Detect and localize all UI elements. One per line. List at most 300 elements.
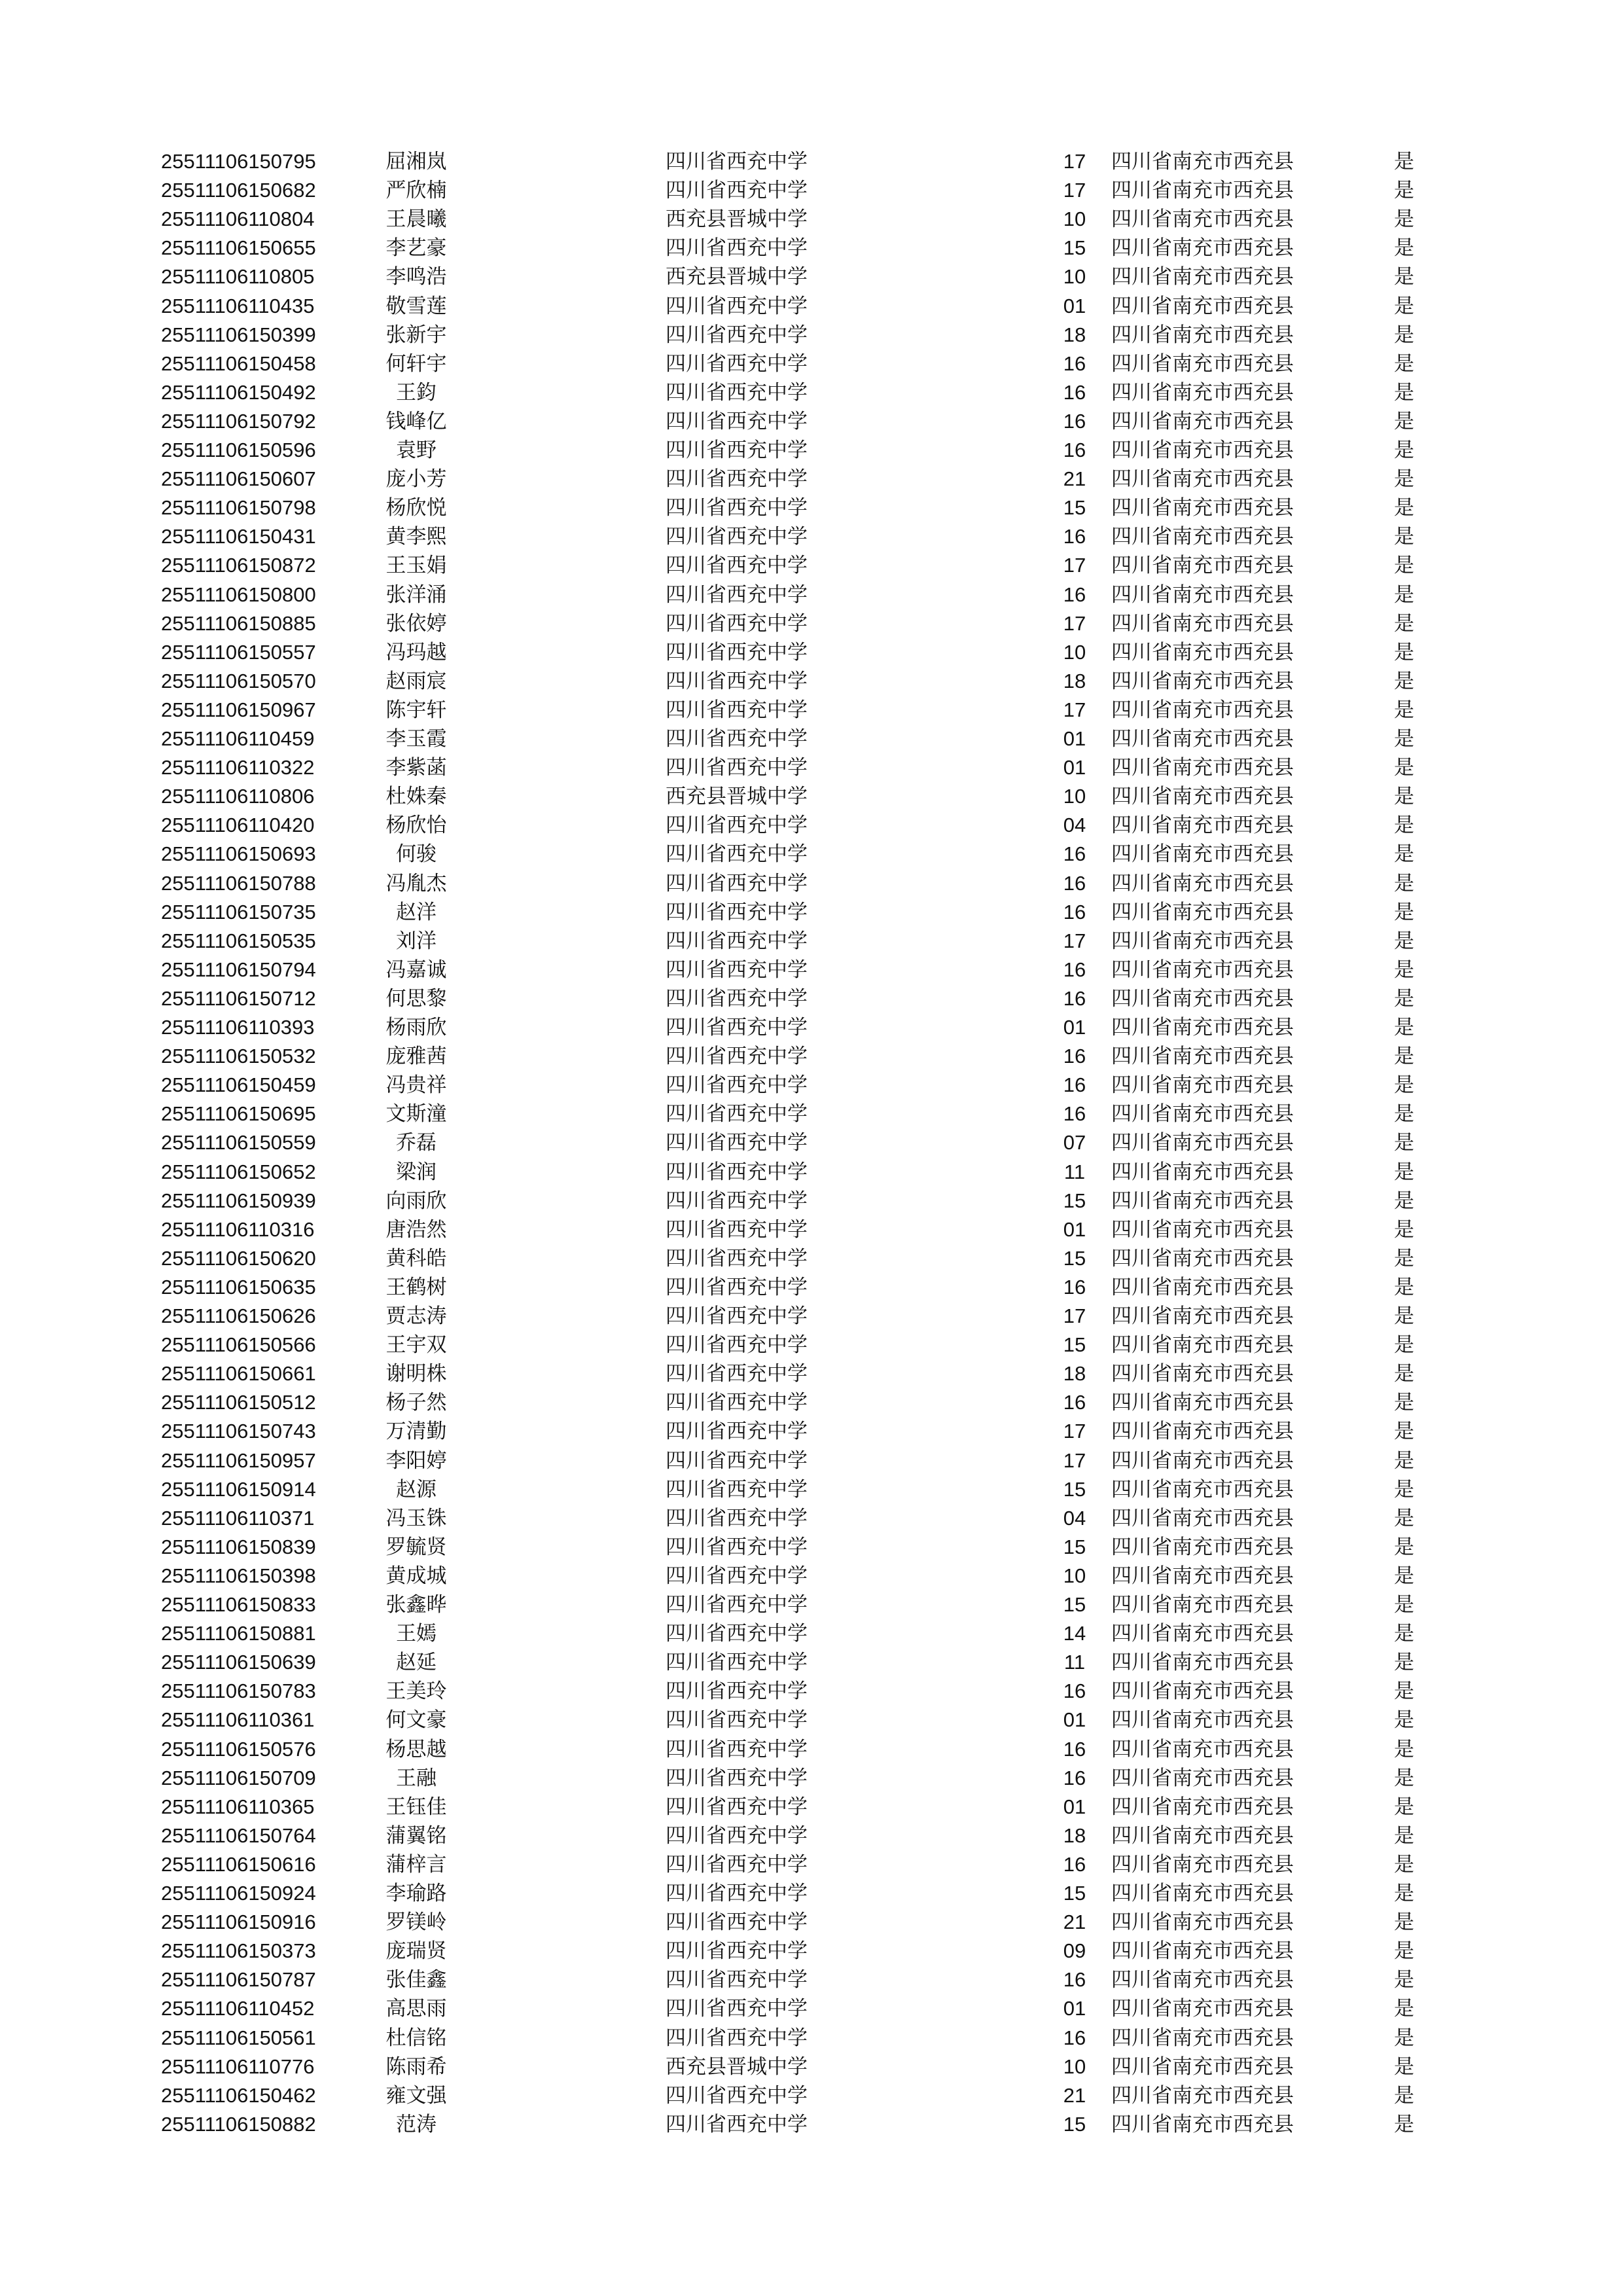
school-name: 四川省西充中学: [666, 958, 808, 982]
class-number: 07: [1063, 1131, 1086, 1155]
table-row: [0, 696, 1623, 725]
class-number: 15: [1063, 1535, 1086, 1558]
school-name: 四川省西充中学: [666, 1882, 808, 1905]
region: 四川省南充市西充县: [1111, 496, 1294, 520]
student-id: 25511106110365: [161, 1795, 315, 1818]
table-row: [0, 2110, 1623, 2139]
school-name: 四川省西充中学: [666, 698, 808, 722]
student-name: 冯嘉诚: [385, 958, 447, 982]
school-name: 四川省西充中学: [666, 1304, 808, 1328]
table-row: [0, 667, 1623, 696]
status-flag: 是: [1394, 1535, 1414, 1559]
status-flag: 是: [1394, 958, 1414, 982]
status-flag: 是: [1394, 1910, 1414, 1935]
table-row: [0, 1359, 1623, 1388]
class-number: 17: [1063, 554, 1086, 577]
student-name: 梁润: [396, 1160, 437, 1184]
student-name: 王晨曦: [385, 207, 447, 232]
region: 四川省南充市西充县: [1111, 1506, 1294, 1530]
school-name: 四川省西充中学: [666, 1160, 808, 1184]
class-number: 04: [1063, 1506, 1086, 1530]
school-name: 四川省西充中学: [666, 1737, 808, 1761]
region: 四川省南充市西充县: [1111, 1823, 1294, 1848]
school-name: 四川省西充中学: [666, 1016, 808, 1039]
school-name: 四川省西充中学: [666, 1622, 808, 1646]
student-id: 25511106150798: [161, 496, 316, 520]
region: 四川省南充市西充县: [1111, 1016, 1294, 1039]
status-flag: 是: [1394, 265, 1414, 289]
region: 四川省南充市西充县: [1111, 583, 1294, 607]
class-number: 16: [1063, 1045, 1086, 1068]
region: 四川省南充市西充县: [1111, 2083, 1294, 2108]
region: 四川省南充市西充县: [1111, 1651, 1294, 1675]
student-name: 何文豪: [385, 1708, 447, 1732]
school-name: 四川省西充中学: [666, 1217, 808, 1242]
region: 四川省南充市西充县: [1111, 1852, 1294, 1876]
table-row: [0, 609, 1623, 638]
class-number: 16: [1063, 351, 1086, 375]
student-name: 贾志涛: [385, 1304, 447, 1328]
class-number: 16: [1063, 1275, 1086, 1299]
region: 四川省南充市西充县: [1111, 1391, 1294, 1415]
class-number: 15: [1063, 1333, 1086, 1357]
student-name: 王宇双: [385, 1333, 447, 1357]
student-id: 25511106150561: [161, 2026, 316, 2049]
student-id: 25511106150570: [161, 669, 316, 692]
student-name: 黄科皓: [385, 1246, 447, 1270]
student-id: 25511106150839: [161, 1535, 316, 1558]
class-number: 16: [1063, 1102, 1086, 1126]
region: 四川省南充市西充县: [1111, 1275, 1294, 1299]
student-name: 王融: [396, 1766, 437, 1790]
region: 四川省南充市西充县: [1111, 785, 1294, 809]
student-name: 陈宇轩: [385, 698, 447, 722]
school-name: 四川省西充中学: [666, 1362, 808, 1386]
class-number: 17: [1063, 1304, 1086, 1327]
table-row: [0, 522, 1623, 551]
student-name: 冯胤杰: [385, 871, 447, 895]
student-id: 25511106150795: [161, 150, 316, 173]
region: 四川省南充市西充县: [1111, 1535, 1294, 1559]
student-name: 杜姝秦: [385, 785, 447, 809]
student-id: 25511106150712: [161, 986, 316, 1010]
region: 四川省南充市西充县: [1111, 900, 1294, 924]
student-name: 袁野: [396, 439, 437, 462]
status-flag: 是: [1394, 1506, 1414, 1530]
school-name: 四川省西充中学: [666, 1333, 808, 1357]
student-id: 25511106150764: [161, 1823, 316, 1847]
student-id: 25511106150492: [161, 380, 316, 404]
region: 四川省南充市西充县: [1111, 1910, 1294, 1935]
student-name: 雍文强: [385, 2083, 447, 2108]
region: 四川省南充市西充县: [1111, 1766, 1294, 1790]
student-name: 乔磊: [396, 1131, 437, 1155]
student-name: 杨思越: [385, 1737, 447, 1761]
student-name: 严欣楠: [385, 179, 447, 203]
school-name: 四川省西充中学: [666, 1189, 808, 1213]
student-name: 敬雪莲: [385, 294, 447, 318]
table-row: [0, 898, 1623, 927]
class-number: 01: [1063, 1016, 1086, 1039]
class-number: 16: [1063, 958, 1086, 981]
school-name: 四川省西充中学: [666, 496, 808, 520]
school-name: 四川省西充中学: [666, 929, 808, 953]
status-flag: 是: [1394, 1391, 1414, 1415]
status-flag: 是: [1394, 1275, 1414, 1299]
table-row: [0, 1187, 1623, 1215]
school-name: 四川省西充中学: [666, 323, 808, 347]
status-flag: 是: [1394, 351, 1414, 376]
table-row: [0, 1793, 1623, 1821]
class-number: 18: [1063, 1362, 1086, 1386]
school-name: 四川省西充中学: [666, 986, 808, 1011]
student-id: 25511106150559: [161, 1131, 316, 1155]
table-row: [0, 321, 1623, 350]
school-name: 四川省西充中学: [666, 2112, 808, 2136]
region: 四川省南充市西充县: [1111, 1737, 1294, 1761]
school-name: 四川省西充中学: [666, 467, 808, 492]
table-row: [0, 1504, 1623, 1533]
region: 四川省南充市西充县: [1111, 611, 1294, 636]
student-name: 赵雨宸: [385, 669, 447, 693]
table-row: [0, 176, 1623, 205]
school-name: 西充县晋城中学: [666, 207, 808, 232]
status-flag: 是: [1394, 1362, 1414, 1386]
student-id: 25511106150616: [161, 1852, 316, 1876]
status-flag: 是: [1394, 1073, 1414, 1098]
table-row: [0, 638, 1623, 667]
student-name: 范涛: [396, 2112, 437, 2136]
class-number: 01: [1063, 1708, 1086, 1732]
student-id: 25511106150743: [161, 1420, 316, 1443]
student-name: 庞小芳: [385, 467, 447, 492]
table-row: [0, 1417, 1623, 1446]
table-row: [0, 2024, 1623, 2053]
table-row: [0, 465, 1623, 493]
student-name: 冯贵祥: [385, 1073, 447, 1098]
table-row: [0, 1533, 1623, 1562]
table-row: [0, 1302, 1623, 1331]
class-number: 01: [1063, 1795, 1086, 1818]
region: 四川省南充市西充县: [1111, 1304, 1294, 1328]
student-id: 25511106150914: [161, 1477, 316, 1501]
student-name: 杨雨欣: [385, 1016, 447, 1039]
table-row: [0, 493, 1623, 522]
school-name: 四川省西充中学: [666, 2026, 808, 2050]
table-row: [0, 1706, 1623, 1734]
class-number: 17: [1063, 698, 1086, 721]
status-flag: 是: [1394, 496, 1414, 520]
school-name: 四川省西充中学: [666, 294, 808, 318]
status-flag: 是: [1394, 1939, 1414, 1964]
status-flag: 是: [1394, 1593, 1414, 1617]
table-row: [0, 927, 1623, 956]
school-name: 四川省西充中学: [666, 1477, 808, 1501]
status-flag: 是: [1394, 1564, 1414, 1588]
school-name: 四川省西充中学: [666, 1766, 808, 1790]
status-flag: 是: [1394, 1795, 1414, 1819]
class-number: 15: [1063, 496, 1086, 520]
student-id: 25511106150800: [161, 583, 316, 606]
student-name: 冯玛越: [385, 640, 447, 664]
school-name: 四川省西充中学: [666, 1391, 808, 1415]
student-id: 25511106110316: [161, 1217, 315, 1241]
student-name: 王美玲: [385, 1679, 447, 1704]
student-id: 25511106110393: [161, 1016, 315, 1039]
region: 四川省南充市西充县: [1111, 150, 1294, 173]
status-flag: 是: [1394, 554, 1414, 578]
class-number: 17: [1063, 150, 1086, 173]
status-flag: 是: [1394, 2054, 1414, 2079]
status-flag: 是: [1394, 842, 1414, 867]
class-number: 15: [1063, 1593, 1086, 1616]
status-flag: 是: [1394, 640, 1414, 664]
status-flag: 是: [1394, 1160, 1414, 1184]
class-number: 10: [1063, 785, 1086, 808]
region: 四川省南充市西充县: [1111, 236, 1294, 260]
student-id: 25511106150512: [161, 1391, 316, 1414]
school-name: 四川省西充中学: [666, 1823, 808, 1848]
class-number: 16: [1063, 871, 1086, 895]
student-name: 刘洋: [396, 929, 437, 953]
class-number: 17: [1063, 611, 1086, 635]
region: 四川省南充市西充县: [1111, 2026, 1294, 2050]
class-number: 11: [1063, 1160, 1086, 1183]
table-row: [0, 1879, 1623, 1908]
table-row: [0, 1013, 1623, 1042]
region: 四川省南充市西充县: [1111, 1448, 1294, 1473]
school-name: 四川省西充中学: [666, 583, 808, 607]
region: 四川省南充市西充县: [1111, 1073, 1294, 1098]
status-flag: 是: [1394, 1246, 1414, 1270]
status-flag: 是: [1394, 1622, 1414, 1646]
status-flag: 是: [1394, 1016, 1414, 1039]
region: 四川省南充市西充县: [1111, 1593, 1294, 1617]
student-id: 25511106150682: [161, 179, 316, 202]
status-flag: 是: [1394, 1102, 1414, 1126]
class-number: 10: [1063, 2054, 1086, 2078]
region: 四川省南充市西充县: [1111, 323, 1294, 347]
table-row: [0, 1071, 1623, 1100]
student-name: 蒲翼铭: [385, 1823, 447, 1848]
school-name: 四川省西充中学: [666, 1535, 808, 1559]
class-number: 09: [1063, 1939, 1086, 1963]
region: 四川省南充市西充县: [1111, 1362, 1294, 1386]
student-id: 25511106150788: [161, 871, 316, 895]
status-flag: 是: [1394, 698, 1414, 722]
school-name: 四川省西充中学: [666, 1506, 808, 1530]
school-name: 四川省西充中学: [666, 871, 808, 895]
student-name: 李紫菡: [385, 756, 447, 780]
school-name: 四川省西充中学: [666, 1275, 808, 1299]
school-name: 四川省西充中学: [666, 727, 808, 751]
student-name: 张依婷: [385, 611, 447, 636]
school-name: 四川省西充中学: [666, 1651, 808, 1675]
table-row: [0, 1244, 1623, 1273]
school-name: 四川省西充中学: [666, 525, 808, 549]
region: 四川省南充市西充县: [1111, 409, 1294, 433]
table-row: [0, 407, 1623, 436]
status-flag: 是: [1394, 1131, 1414, 1155]
student-name: 张佳鑫: [385, 1968, 447, 1992]
region: 四川省南充市西充县: [1111, 1968, 1294, 1992]
region: 四川省南充市西充县: [1111, 1708, 1294, 1732]
class-number: 16: [1063, 842, 1086, 866]
status-flag: 是: [1394, 1651, 1414, 1675]
student-id: 25511106110361: [161, 1708, 315, 1732]
table-row: [0, 292, 1623, 321]
table-row: [0, 1331, 1623, 1359]
student-id: 25511106150881: [161, 1622, 316, 1645]
student-name: 黄李熙: [385, 525, 447, 549]
table-row: [0, 1735, 1623, 1764]
table-row: [0, 1100, 1623, 1128]
table-row: [0, 1562, 1623, 1590]
student-name: 赵源: [396, 1477, 437, 1501]
school-name: 四川省西充中学: [666, 351, 808, 376]
table-row: [0, 1446, 1623, 1475]
status-flag: 是: [1394, 179, 1414, 203]
class-number: 10: [1063, 207, 1086, 231]
student-id: 25511106110322: [161, 756, 315, 780]
school-name: 四川省西充中学: [666, 2083, 808, 2108]
student-name: 罗镁岭: [385, 1910, 447, 1935]
table-row: [0, 2081, 1623, 2110]
class-number: 16: [1063, 1737, 1086, 1761]
region: 四川省南充市西充县: [1111, 1622, 1294, 1646]
student-id: 25511106110420: [161, 814, 315, 837]
table-row: [0, 1850, 1623, 1879]
status-flag: 是: [1394, 785, 1414, 809]
student-id: 25511106150885: [161, 611, 316, 635]
school-name: 四川省西充中学: [666, 1997, 808, 2021]
region: 四川省南充市西充县: [1111, 1939, 1294, 1964]
table-row: [0, 1475, 1623, 1504]
region: 四川省南充市西充县: [1111, 179, 1294, 203]
region: 四川省南充市西充县: [1111, 929, 1294, 953]
status-flag: 是: [1394, 727, 1414, 751]
table-row: [0, 581, 1623, 609]
class-number: 21: [1063, 1910, 1086, 1934]
class-number: 17: [1063, 179, 1086, 202]
region: 四川省南充市西充县: [1111, 842, 1294, 867]
table-row: [0, 1388, 1623, 1417]
class-number: 15: [1063, 236, 1086, 260]
student-id: 25511106150916: [161, 1910, 316, 1934]
student-name: 何轩宇: [385, 351, 447, 376]
school-name: 四川省西充中学: [666, 1102, 808, 1126]
school-name: 四川省西充中学: [666, 756, 808, 780]
table-row: [0, 782, 1623, 811]
region: 四川省南充市西充县: [1111, 1102, 1294, 1126]
class-number: 15: [1063, 1477, 1086, 1501]
student-id: 25511106150458: [161, 351, 316, 375]
table-row: [0, 840, 1623, 869]
class-number: 16: [1063, 1968, 1086, 1992]
student-id: 25511106150735: [161, 900, 316, 924]
region: 四川省南充市西充县: [1111, 1882, 1294, 1905]
student-id: 25511106150398: [161, 1564, 316, 1587]
student-id: 25511106150924: [161, 1882, 316, 1905]
student-id: 25511106150431: [161, 525, 316, 548]
region: 四川省南充市西充县: [1111, 554, 1294, 578]
region: 四川省南充市西充县: [1111, 727, 1294, 751]
status-flag: 是: [1394, 236, 1414, 260]
class-number: 16: [1063, 1852, 1086, 1876]
student-name: 唐浩然: [385, 1217, 447, 1242]
table-row: [0, 1764, 1623, 1793]
table-row: [0, 147, 1623, 176]
region: 四川省南充市西充县: [1111, 1217, 1294, 1242]
table-row: [0, 1042, 1623, 1071]
student-name: 罗毓贤: [385, 1535, 447, 1559]
student-id: 25511106110371: [161, 1506, 315, 1530]
student-name: 冯玉铢: [385, 1506, 447, 1530]
table-row: [0, 1994, 1623, 2023]
student-id: 25511106110776: [161, 2054, 315, 2078]
student-id: 25511106150655: [161, 236, 316, 260]
school-name: 四川省西充中学: [666, 150, 808, 173]
student-id: 25511106110435: [161, 294, 315, 317]
school-name: 四川省西充中学: [666, 1679, 808, 1704]
student-name: 杨子然: [385, 1391, 447, 1415]
school-name: 四川省西充中学: [666, 611, 808, 636]
status-flag: 是: [1394, 150, 1414, 173]
table-row: [0, 1590, 1623, 1619]
class-number: 16: [1063, 380, 1086, 404]
status-flag: 是: [1394, 467, 1414, 492]
status-flag: 是: [1394, 2112, 1414, 2136]
student-id: 25511106150635: [161, 1275, 316, 1299]
class-number: 16: [1063, 2026, 1086, 2049]
table-row: [0, 551, 1623, 580]
class-number: 18: [1063, 669, 1086, 692]
student-name: 张洋涌: [385, 583, 447, 607]
student-id: 25511106110459: [161, 727, 315, 750]
region: 四川省南充市西充县: [1111, 669, 1294, 693]
region: 四川省南充市西充县: [1111, 756, 1294, 780]
class-number: 16: [1063, 900, 1086, 924]
school-name: 四川省西充中学: [666, 554, 808, 578]
school-name: 四川省西充中学: [666, 1968, 808, 1992]
class-number: 10: [1063, 1564, 1086, 1587]
table-row: [0, 436, 1623, 465]
student-name: 赵延: [396, 1651, 437, 1675]
student-name: 文斯潼: [385, 1102, 447, 1126]
student-id: 25511106150792: [161, 409, 316, 433]
region: 四川省南充市西充县: [1111, 467, 1294, 492]
student-name: 屈湘岚: [385, 150, 447, 173]
student-name: 杨欣悦: [385, 496, 447, 520]
table-row: [0, 956, 1623, 984]
school-name: 四川省西充中学: [666, 1910, 808, 1935]
student-name: 庞瑞贤: [385, 1939, 447, 1964]
student-id: 25511106150576: [161, 1737, 316, 1761]
status-flag: 是: [1394, 207, 1414, 232]
class-number: 14: [1063, 1622, 1086, 1645]
student-name: 王玉娟: [385, 554, 447, 578]
status-flag: 是: [1394, 1045, 1414, 1069]
status-flag: 是: [1394, 900, 1414, 924]
table-row: [0, 1215, 1623, 1244]
table-row: [0, 1937, 1623, 1965]
student-id: 25511106150373: [161, 1939, 316, 1963]
class-number: 01: [1063, 756, 1086, 780]
table-row: [0, 205, 1623, 234]
student-name: 黄成城: [385, 1564, 447, 1588]
status-flag: 是: [1394, 1304, 1414, 1328]
student-name: 李瑜路: [385, 1882, 447, 1905]
